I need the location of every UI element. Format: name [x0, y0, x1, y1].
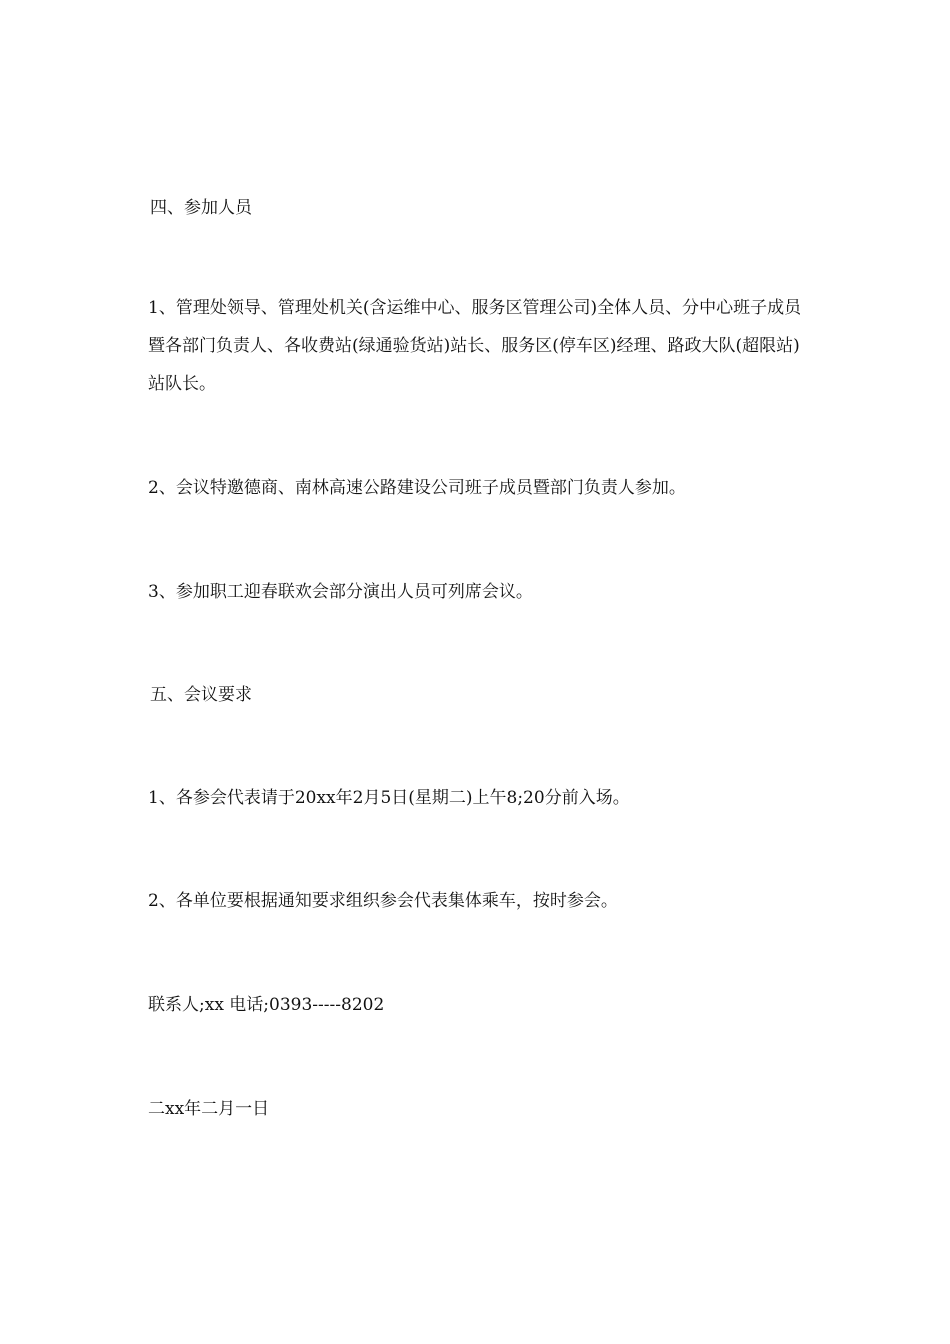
section-4-heading: 四、参加人员: [150, 198, 252, 218]
section-4-item-1: 1、管理处领导、管理处机关(含运维中心、服务区管理公司)全体人员、分中心班子成员暨各部门负责人、各收费站(绿通验货站)站长、服务区(停车区)经理、路政大队(超限站)站队长。: [148, 298, 802, 394]
contact-line: 联系人;xx 电话;0393-----8202: [148, 995, 385, 1015]
section-5-heading: 五、会议要求: [150, 685, 252, 705]
document-date: 二xx年二月一日: [148, 1099, 270, 1119]
section-5-item-1: 1、各参会代表请于20xx年2月5日(星期二)上午8;20分前入场。: [148, 788, 630, 808]
section-5-item-2: 2、各单位要根据通知要求组织参会代表集体乘车，按时参会。: [148, 891, 618, 911]
section-4-item-2: 2、会议特邀德商、南林高速公路建设公司班子成员暨部门负责人参加。: [148, 478, 686, 498]
section-4-item-3: 3、参加职工迎春联欢会部分演出人员可列席会议。: [148, 582, 533, 602]
